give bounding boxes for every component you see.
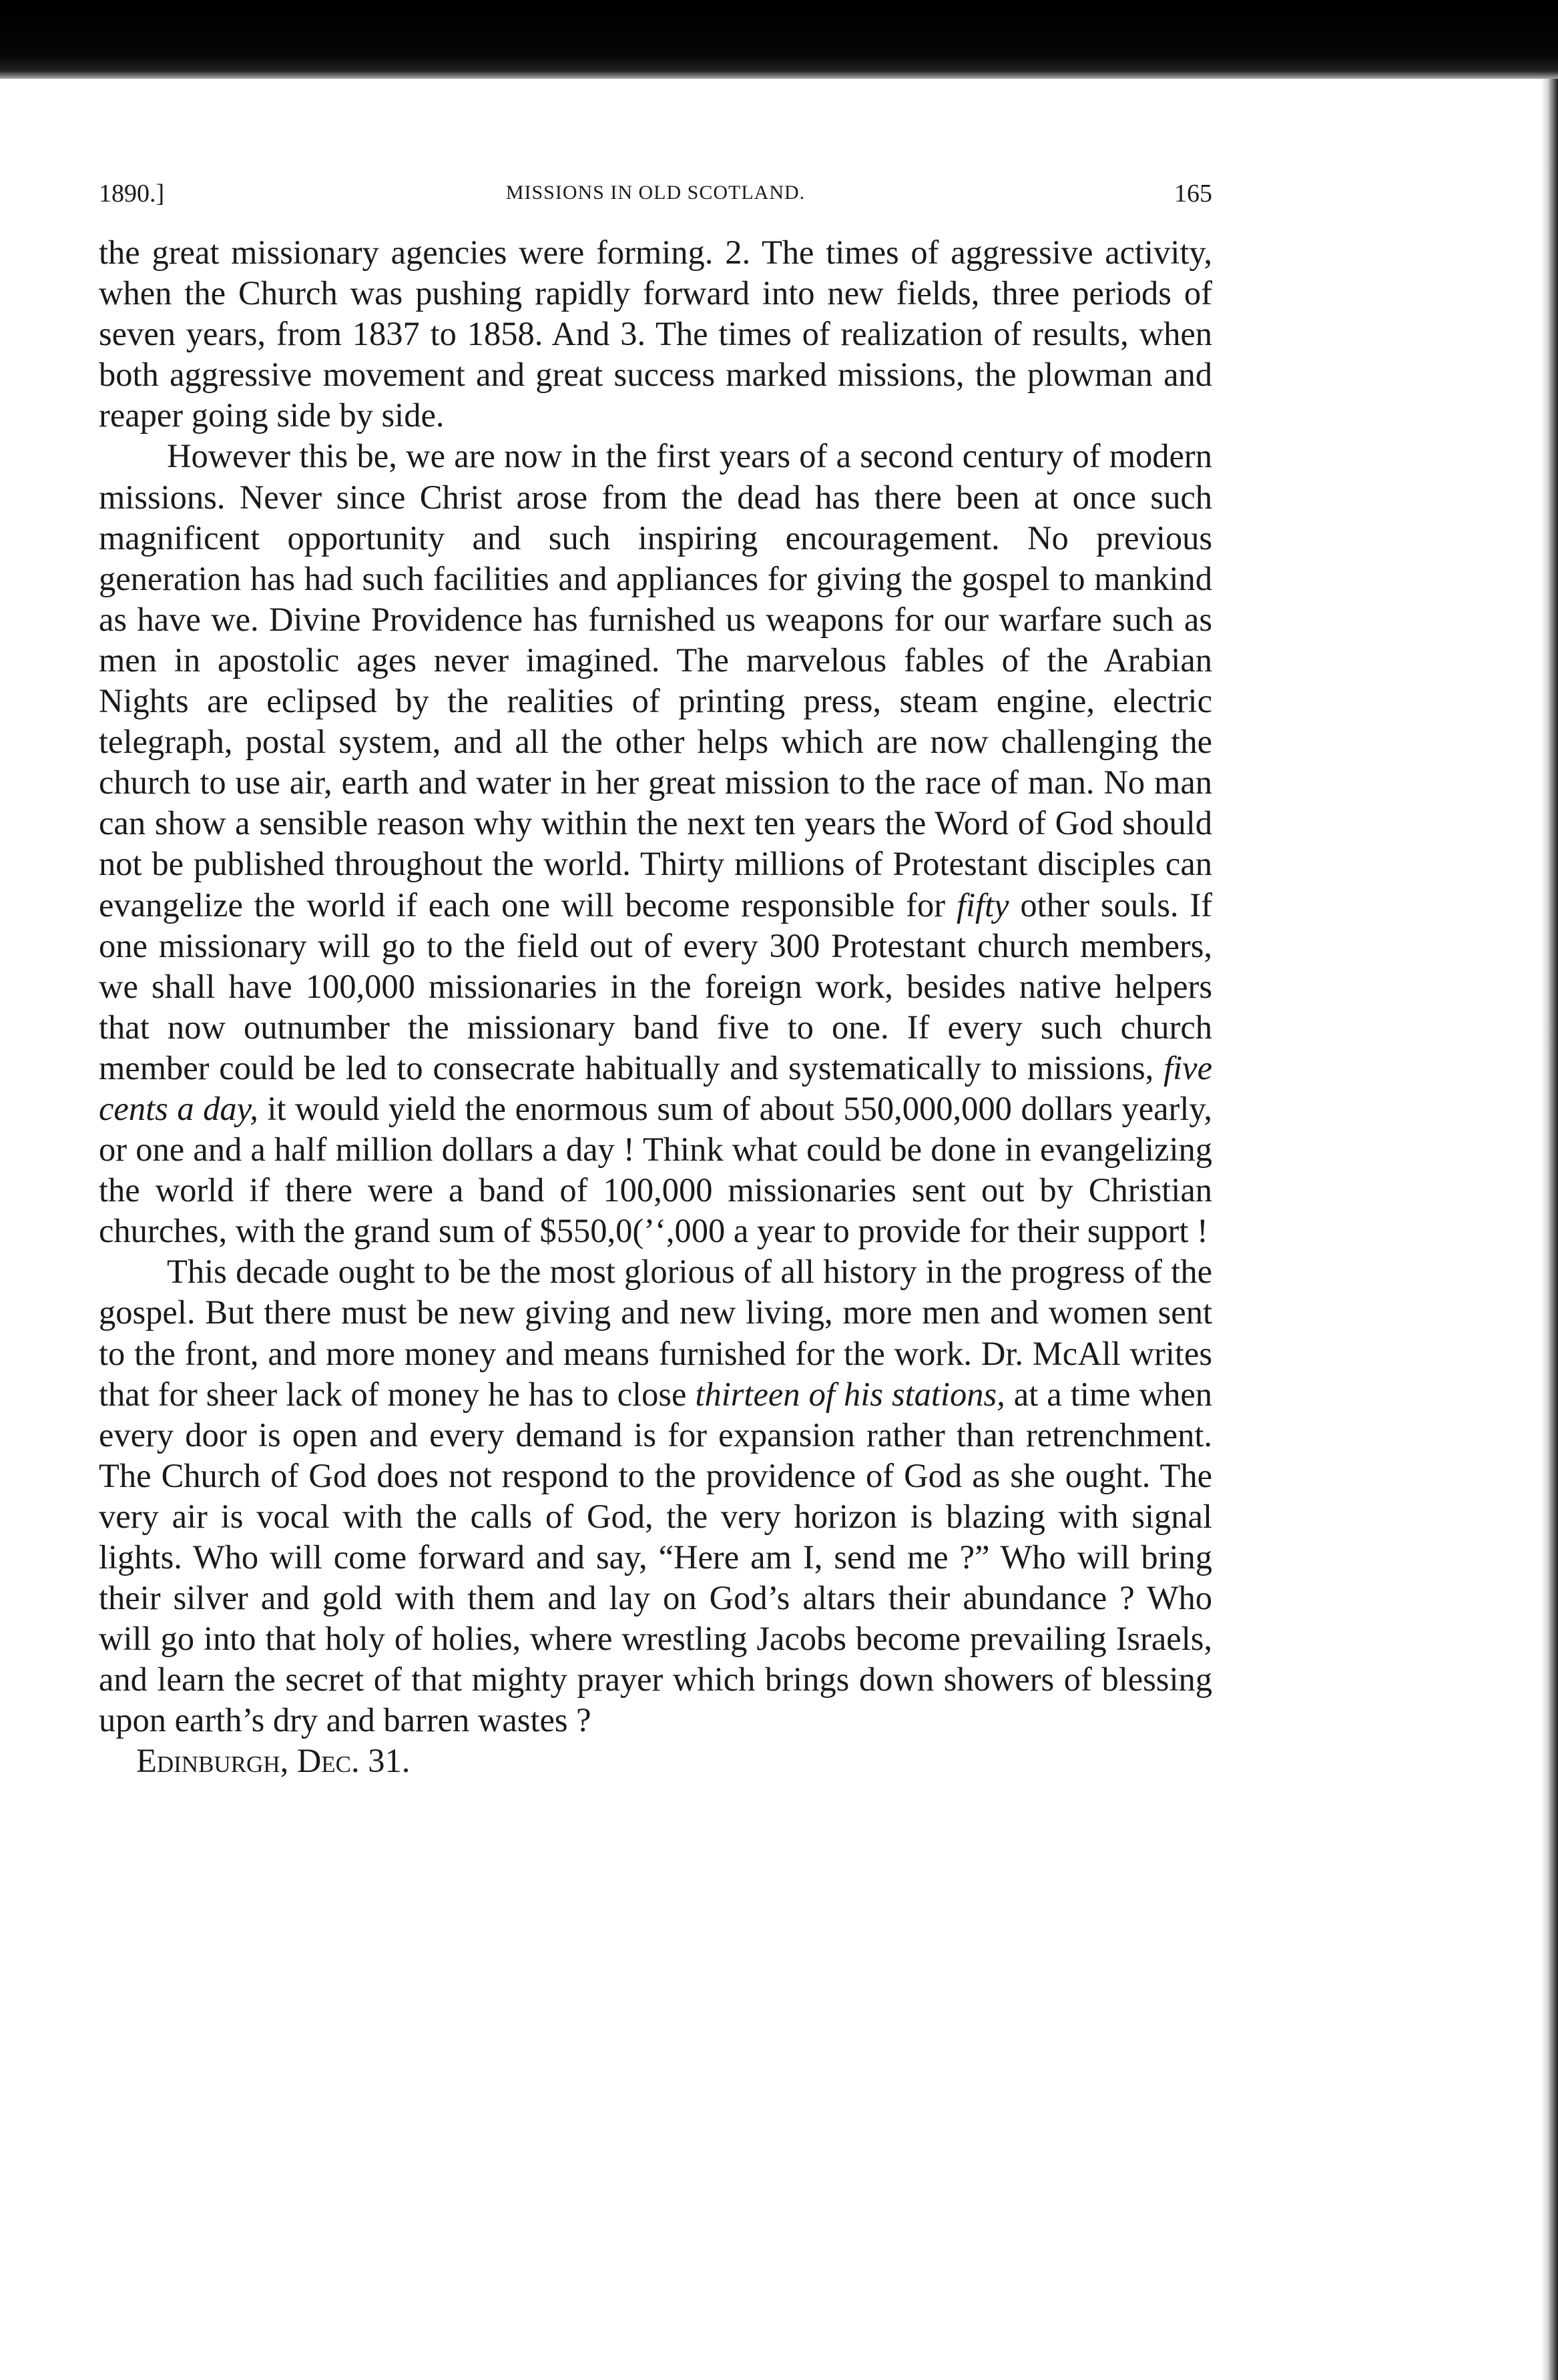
scan-top-border	[0, 0, 1558, 79]
paragraph-2	[99, 436, 1212, 1251]
running-title: MISSIONS IN OLD SCOTLAND.	[505, 182, 806, 204]
paragraph-2-text-b: other souls. If one missionary will go to the field out of every 300 Protestant church members, we shall have 100,000 missionaries in the foreign work, besides native helpers that now outnumber the missionary band five to one. If every such church member could be led to consecrate habitually and systematically to missions,	[99, 886, 1212, 1087]
paragraph-1	[99, 232, 1212, 436]
paragraph-2-italic-five-cents: five cents a day,	[99, 1049, 1212, 1127]
header-year: 1890.]	[99, 180, 165, 208]
paragraph-1-text: the great missionary agencies were forming. 2. The times of aggressive activity, when the Church was pushing rapidly forward into new fields, three periods of seven years, from 1837 to 1858. And 3. The times of realization of results, when both aggressive movement and great success marked missions, the plowman and reaper going side by side.	[99, 234, 1212, 434]
paragraph-2-text-a: However this be, we are now in the first years of a second century of modern missions. Never since Christ arose from the dead has there been at once such magnificent opportunity and such inspiring encouragement. No previous generation has had such facilities and appliances for giving the gospel to mankind as have we. Divine Providence has furnished us weapons for our warfare such as men in apostolic ages never imagined. The marvelous fables of the Arabian Nights are eclipsed by the realities of printing press, steam engine, electric telegraph, postal system, and all the other helps which are now challenging the church to use air, earth and water in her great mission to the race of man. No man can show a sensible reason why within the next ten years the Word of God should not be published throughout the world. Thirty millions of Protestant disciples can evangelize the world if each one will become responsible for	[99, 437, 1212, 924]
paragraph-3-text-a: This decade ought to be the most glorious of all history in the progress of the gospel. But there must be new giving and new living, more men and women sent to the front, and more money and means furnished for the work. Dr. McAll writes that for sheer lack of money he has to close	[99, 1253, 1212, 1413]
page-header	[99, 179, 1212, 219]
paragraph-3-text-b: at a time when every door is open and every demand is for expansion rather than retrenchment. The Church of God does not respond to the providence of God as she ought. The very air is vocal with the calls of God, the very horizon is blazing with signal lights. Who will come forward and say, “Here am I, send me ?” Who will bring their silver and gold with them and lay on God’s altars their abundance ? Who will go into that holy of holies, where wrestling Jacobs become prevailing Israels, and learn the secret of that mighty prayer which brings down showers of blessing upon earth’s dry and barren wastes ?	[99, 1375, 1212, 1739]
paragraph-3-italic-thirteen: thirteen of his stations,	[695, 1375, 1005, 1413]
page-number: 165	[1174, 180, 1212, 208]
signature-line: Edinburgh, Dec. 31.	[136, 1742, 411, 1780]
paragraph-2-text-c: it would yield the enormous sum of about 550,000,000 dollars yearly, or one and a half million dollars a day ! Think what could be done in evangelizing the world if there were a band of 100,000 missionaries sent out by Christian churches, with the grand sum of $550,0(’ʻ,000 a year to provide for their support !	[99, 1089, 1213, 1250]
paragraph-3	[99, 1251, 1212, 1741]
scan-right-edge	[1541, 79, 1558, 2380]
paragraph-2-italic-fifty: fifty	[956, 886, 1009, 924]
body-text	[99, 232, 1212, 1782]
